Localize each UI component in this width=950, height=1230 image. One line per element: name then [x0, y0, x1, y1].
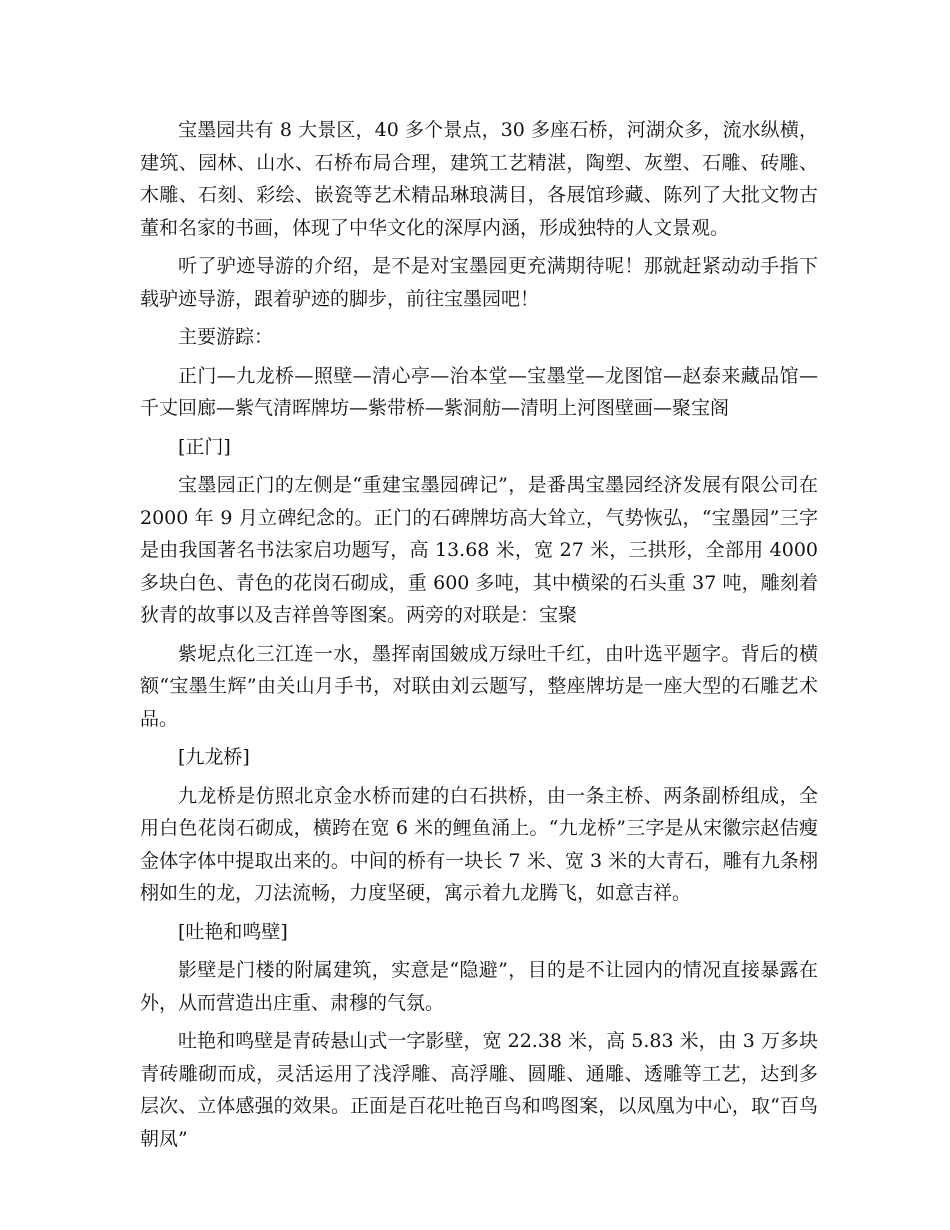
- section-heading-nine-dragon-bridge: [九龙桥]: [178, 746, 250, 768]
- paragraph-guide-promo: 听了驴迹导游的介绍，是不是对宝墨园更充满期待呢！那就赶紧动动手指下载驴迹导游，跟着驴迹的脚步，前往宝墨园吧！: [140, 255, 818, 310]
- paragraph-main-gate-couplet: 紫坭点化三江连一水，墨挥南国皴成万绿吐千红，由叶选平题字。背后的横额“宝墨生辉”由关山月手书，对联由刘云题写，整座牌坊是一座大型的石雕艺术品。: [140, 642, 818, 730]
- document-body: [140, 114, 818, 1161]
- section-heading-main-gate: [正门]: [178, 435, 231, 458]
- paragraph-screen-wall-intro: 影壁是门楼的附属建筑，实意是“隐避”，目的是不让园内的情况直接暴露在外，从而营造出庄重、肃穆的气氛。: [140, 959, 818, 1014]
- paragraph-screen-wall-detail: 吐艳和鸣壁是青砖悬山式一字影壁，宽 22.38 米，高 5.83 米，由 3 万多块青砖雕砌而成，灵活运用了浅浮雕、高浮雕、圆雕、通雕、透雕等工艺，达到多层次、立体感强的效果。正面是百花吐艳百鸟和鸣图案，以凤凰为中心，取“百鸟朝凤”: [140, 1030, 818, 1150]
- paragraph-overview: 宝墨园共有 8 大景区，40 多个景点，30 多座石桥，河湖众多，流水纵横，建筑、园林、山水、石桥布局合理，建筑工艺精湛，陶塑、灰塑、石雕、砖雕、木雕、石刻、彩绘、嵌瓷等艺术精品琳琅满目，各展馆珍藏、陈列了大批文物古董和名家的书画，体现了中华文化的深厚内涵，形成独特的人文景观。: [140, 119, 818, 239]
- paragraph-main-gate: 宝墨园正门的左侧是“重建宝墨园碑记”，是番禺宝墨园经济发展有限公司在 2000 年 9 月立碑纪念的。正门的石碑牌坊高大耸立，气势恢弘，“宝墨园”三字是由我国著名书法家启功题写，高 13.68 米，宽 27 米，三拱形，全部用 4000 多块白色、青色的花岗石砌成，重 600 多吨，其中横梁的石头重 37 吨，雕刻着狄青的故事以及吉祥兽等图案。两旁的对联是：宝聚: [140, 474, 818, 626]
- paragraph-route-heading: 主要游踪：: [178, 326, 274, 348]
- section-heading-screen-wall: [吐艳和鸣壁]: [178, 920, 288, 943]
- paragraph-nine-dragon-bridge: 九龙桥是仿照北京金水桥而建的白石拱桥，由一条主桥、两条副桥组成，全用白色花岗石砌成，横跨在宽 6 米的鲤鱼涌上。“九龙桥”三字是从宋徽宗赵佶瘦金体字体中提取出来的。中间的桥有一块长 7 米、宽 3 米的大青石，雕有九条栩栩如生的龙，刀法流畅，力度坚硬，寓示着九龙腾飞，如意吉祥。: [140, 784, 818, 904]
- paragraph-route: 正门—九龙桥—照壁—清心亭—治本堂—宝墨堂—龙图馆—赵泰来藏品馆—千丈回廊—紫气清晖牌坊—紫带桥—紫洞舫—清明上河图壁画—聚宝阁: [140, 364, 818, 419]
